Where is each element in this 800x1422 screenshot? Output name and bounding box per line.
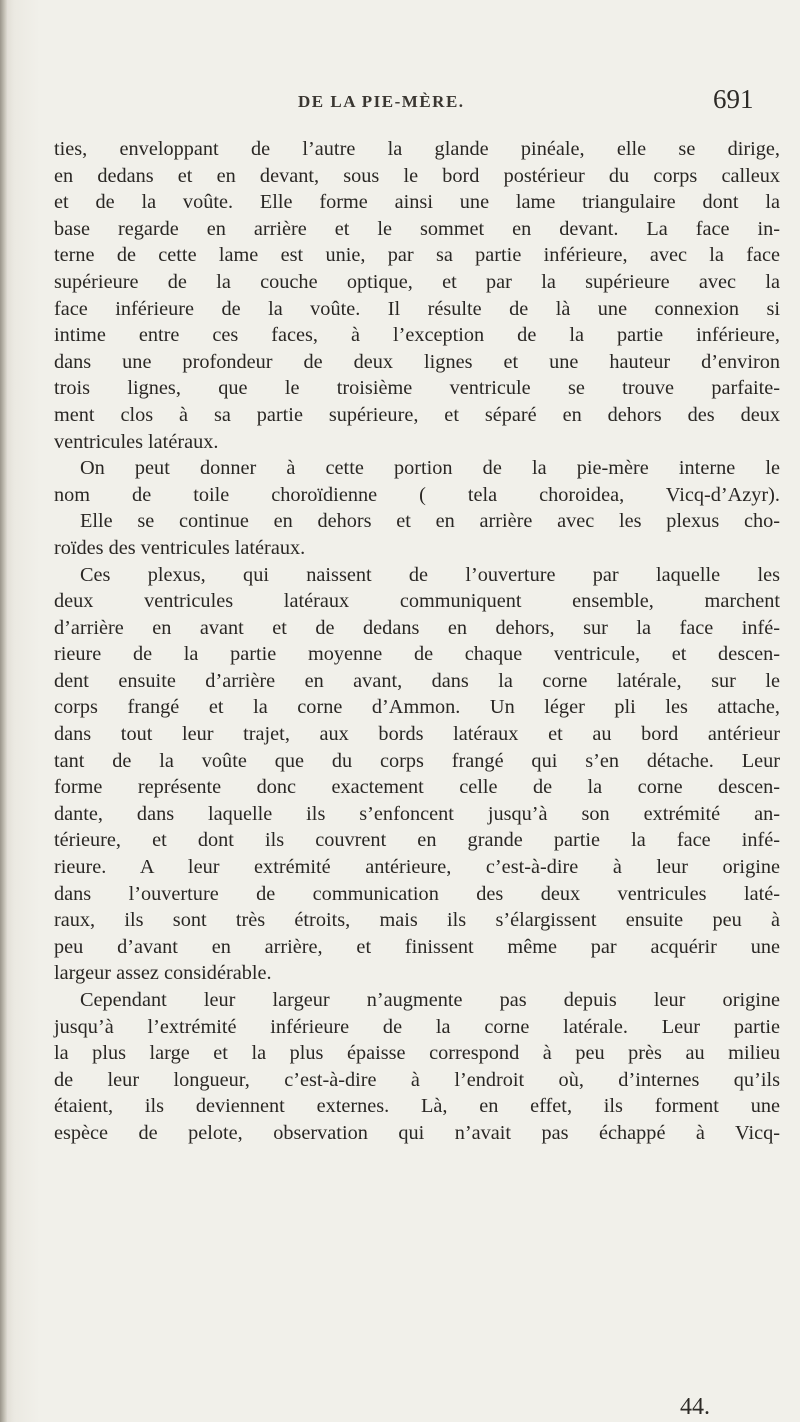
text-line: ventricules latéraux. [54,430,219,453]
text-line: raux, ils sont très étroits, mais ils s’élargissent ensuite peu à [54,909,780,932]
text-line: en dedans et en devant, sous le bord postérieur du corps calleux [54,164,780,187]
text-line: supérieure de la couche optique, et par la supérieure avec la [54,270,780,293]
text-line: peu d’avant en arrière, et finissent même par acquérir une [54,935,780,958]
text-line: dans l’ouverture de communication des deux ventricules laté- [54,882,780,905]
text-line: rieure. A leur extrémité antérieure, c’est-à-dire à leur origine [54,856,780,879]
text-line: rieure de la partie moyenne de chaque ventricule, et descen- [54,643,780,666]
text-line: dans une profondeur de deux lignes et une hauteur d’environ [54,350,780,373]
text-line: ties, enveloppant de l’autre la glande pinéale, elle se dirige, [54,138,780,160]
text-line: face inférieure de la voûte. Il résulte de là une connexion si [54,297,780,320]
text-line: térieure, et dont ils couvrent en grande partie la face infé- [54,829,780,852]
text-line: nom de toile choroïdienne ( tela choroidea, Vicq-d’Azyr). [54,483,780,506]
text-line: roïdes des ventricules latéraux. [54,536,306,559]
running-head-title: DE LA PIE-MÈRE. [298,92,465,111]
paragraph-first-line: Cependant leur largeur n’augmente pas depuis leur origine [80,989,780,1011]
text-line: et de la voûte. Elle forme ainsi une lame triangulaire dont la [54,191,780,214]
text-line: de leur longueur, c’est-à-dire à l’endroit où, d’internes qu’ils [54,1068,780,1091]
text-line: dante, dans laquelle ils s’enfoncent jusqu’à son extrémité an- [54,802,780,825]
text-line: corps frangé et la corne d’Ammon. Un léger pli les attache, [54,696,780,719]
text-line: trois lignes, que le troisième ventricule se trouve parfaite- [54,377,780,400]
text-line: espèce de pelote, observation qui n’avait pas échappé à Vicq- [54,1121,780,1144]
paragraph-first-line: Ces plexus, qui naissent de l’ouverture par laquelle les [80,563,780,586]
text-line: terne de cette lame est unie, par sa partie inférieure, avec la face [54,244,780,267]
text-line: largeur assez considérable. [54,962,272,985]
paragraph-first-line: On peut donner à cette portion de la pie-mère interne le [80,457,780,480]
text-line: tant de la voûte que du corps frangé qui s’en détache. Leur [54,749,780,772]
text-line: deux ventricules latéraux communiquent ensemble, marchent [54,590,780,613]
text-line: forme représente donc exactement celle de la corne descen- [54,776,780,799]
body-text [54,136,780,1147]
paragraph-first-line: Elle se continue en dehors et en arrière avec les plexus cho- [80,510,780,533]
signature-mark: 44. [680,1394,710,1420]
text-line: dent ensuite d’arrière en avant, dans la corne latérale, sur le [54,669,780,692]
text-line: étaient, ils deviennent externes. Là, en effet, ils forment une [54,1095,780,1118]
binding-edge [0,0,8,1422]
text-line: ment clos à sa partie supérieure, et séparé en dehors des deux [54,403,780,426]
text-line: intime entre ces faces, à l’exception de la partie inférieure, [54,324,780,347]
text-line: d’arrière en avant et de dedans en dehors, sur la face infé- [54,616,780,639]
text-line: dans tout leur trajet, aux bords latéraux et au bord antérieur [54,723,780,746]
text-line: base regarde en arrière et le sommet en devant. La face in- [54,217,780,240]
text-line: la plus large et la plus épaisse correspond à peu près au milieu [54,1042,780,1065]
running-head [0,84,800,114]
page-number: 691 [713,84,754,114]
text-line: jusqu’à l’extrémité inférieure de la corne latérale. Leur partie [54,1015,780,1038]
